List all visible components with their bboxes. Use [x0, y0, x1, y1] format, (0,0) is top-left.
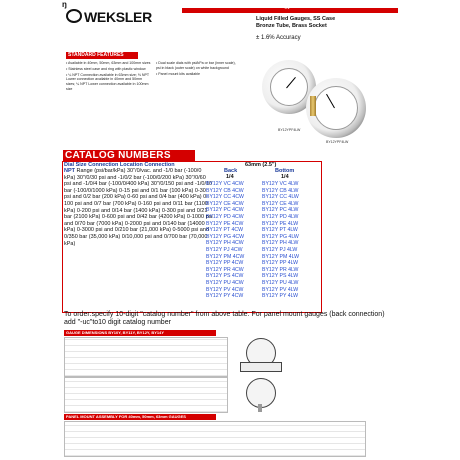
gauge-profile-drawing-icon: [240, 362, 282, 372]
accuracy-note: ± 1.6% Accuracy: [256, 35, 301, 41]
catalog-number: BY12Y PY 4LW: [262, 293, 299, 300]
weksler-logo-icon: [66, 9, 82, 23]
catalog-number: BY12Y CB 4LW: [262, 187, 299, 194]
catalog-number: BY12Y PY 4CW: [206, 293, 244, 300]
gauge-caption: BY12YPF4LW: [326, 140, 349, 144]
gauge-dial-icon: [314, 86, 358, 130]
catalog-number: BY12Y CC 4CW: [206, 194, 244, 201]
dial-size-label: 63mm (2.5"): [245, 162, 277, 168]
order-instructions: To order:specify 10-digit "catalog number" from above table. For panel mount gauges (back connection) add "-uc"to10 digit catalog number: [64, 311, 385, 326]
brass-socket-icon: [310, 96, 316, 116]
catalog-number: BY12Y PM 4LW: [262, 253, 300, 260]
catalog-number: BY12Y PH 4LW: [262, 240, 299, 247]
catalog-number: BY12Y CC 4LW: [262, 194, 299, 201]
dimensions-table-lower: [64, 377, 228, 413]
catalog-number: BY12Y PG 4CW: [206, 233, 244, 240]
features-column-2: [156, 61, 240, 77]
catalog-number: BY12Y PH 4CW: [206, 240, 244, 247]
brand-logo: [66, 9, 152, 25]
catalog-number: BY12Y VC 4LW: [262, 181, 299, 187]
feature-item: • Available in 40mm, 50mm, 63mm and 100mm sizes: [66, 61, 151, 65]
catalog-number: BY12Y CE 4LW: [262, 200, 299, 207]
standard-features-heading: STANDARD FEATURES: [66, 52, 138, 59]
catalog-number: BY12Y PP 4CW: [206, 260, 244, 267]
product-title-line-1: Liquid Filled Gauges, SS Case: [256, 16, 336, 22]
catalog-number: BY12Y PT 4CW: [206, 227, 244, 234]
catalog-number: BY12Y PU 4CW: [206, 279, 244, 286]
catalog-number: BY12Y PC 4LW: [262, 207, 299, 214]
catalog-subheading: Dial Size Connection Location Connection: [64, 162, 175, 168]
catalog-number: BY12Y PJ 4LW: [262, 246, 298, 253]
panel-mount-table: [64, 421, 366, 457]
catalog-number: BY12Y PJ 4CW: [206, 246, 243, 253]
catalog-number: BY12Y PR 4LW: [262, 266, 299, 273]
catalog-number: BY12Y PE 4CW: [206, 220, 244, 227]
back-npt-size: 1/4: [226, 174, 234, 180]
catalog-number: BY12Y PE 4LW: [262, 220, 299, 227]
catalog-number: BY12Y CB 4CW: [206, 187, 244, 194]
catalog-number: BY12Y PR 4CW: [206, 266, 244, 273]
bottom-stem-drawing-icon: [258, 404, 262, 412]
page-header-bar: [182, 8, 398, 13]
catalog-number: BY12Y PG 4LW: [262, 233, 299, 240]
gauge-dimensions-heading: GAUGE DIMENSIONS BY10Y, BY11Y, BY12Y, BY14Y: [64, 330, 216, 336]
npt-label: NPT: [64, 168, 75, 174]
page-number: 44: [284, 5, 290, 11]
catalog-number: BY12Y PC 4CW: [206, 207, 244, 214]
gauge-caption: BY12YPF4LW: [278, 128, 301, 132]
catalog-number: BY12Y PV 4LW: [262, 286, 299, 293]
catalog-number: BY12Y CE 4CW: [206, 200, 244, 207]
feature-item: • Stainless steel case and ring with plastic window: [66, 66, 146, 71]
back-connection-label: Back: [224, 168, 238, 174]
catalog-number: BY12Y PD 4CW: [206, 213, 244, 220]
bottom-npt-size: 1/4: [281, 174, 289, 180]
catalog-number: BY12Y VC 4CW: [206, 181, 244, 187]
bottom-catalog-column: [262, 181, 318, 300]
catalog-number: BY12Y PV 4CW: [206, 286, 244, 293]
catalog-number: BY12Y PS 4CW: [206, 273, 244, 280]
feature-item: • Dual scale dials with psi/kPa or bar (inner scale), psi in black (outer scale) on white background: [156, 61, 236, 70]
catalog-number: BY12Y PD 4LW: [262, 213, 299, 220]
features-column-1: [66, 61, 152, 93]
page-corner-mark: ŋ: [62, 0, 67, 9]
range-list: Range (psi/bar/kPa) 30"/0/vac. and -1/0 bar (-100/0 kPa) 30"/0/30 psi and -1/0/2 bar (-100/0/200 kPa) 30"/0/60 psi and -1/0/4 bar (-100/0/400 kPa) 30"/0/150 psi and -1/0/10 bar (-100/0/1000 kPa) 0-15 psi and 0/1 bar (100 kPa) 0-30 psi and 0/2 bar (200 kPa) 0-60 psi and 0/4 bar (400 kPa) 0-100 psi and 0/7 bar (700 kPa) 0-160 psi and 0/11 bar (1100 kPa) 0-200 psi and 0/14 bar (1400 kPa) 0-300 psi and 0/21 bar (2100 kPa) 0-600 psi and 0/42 bar (4200 kPa) 0-1000 psi and 0/70 bar (7000 kPa) 0-2000 psi and 0/140 bar (14000 kPa) 0-3000 psi and 0/210 bar (21,000 kPa) 0-5000 psi and 0/350 bar (35,000 kPa) 0/10,000 psi and 0/700 bar (70,000 kPa): [64, 168, 213, 247]
catalog-number: BY12Y PU 4LW: [262, 279, 299, 286]
catalog-number: BY12Y PT 4LW: [262, 227, 298, 234]
catalog-number: BY12Y PM 4CW: [206, 253, 245, 260]
dimensions-table-upper: [64, 337, 228, 377]
back-catalog-column: [206, 181, 258, 300]
catalog-number: BY12Y PS 4LW: [262, 273, 299, 280]
brand-name: WEKSLER: [84, 9, 152, 25]
catalog-numbers-heading: CATALOG NUMBERS: [63, 150, 195, 161]
feature-item: • Panel mount kits available: [156, 71, 201, 76]
pressure-range-text: [64, 168, 214, 247]
catalog-number: BY12Y PP 4LW: [262, 260, 299, 267]
gauge-dial-icon: [270, 68, 308, 106]
product-title-line-2: Bronze Tube, Brass Socket: [256, 23, 327, 29]
feature-item: • ¼ NPT Connection available in 63mm size; ⅛ NPT Lower connection available in 40mm and 50mm sizes; ¼ NPT Lower connection available in 100mm size: [66, 72, 150, 91]
panel-mount-heading: PANEL MOUNT ASSEMBLY FOR 40mm, 50mm, 63mm GAUGES: [64, 414, 216, 420]
bottom-connection-label: Bottom: [275, 168, 295, 174]
